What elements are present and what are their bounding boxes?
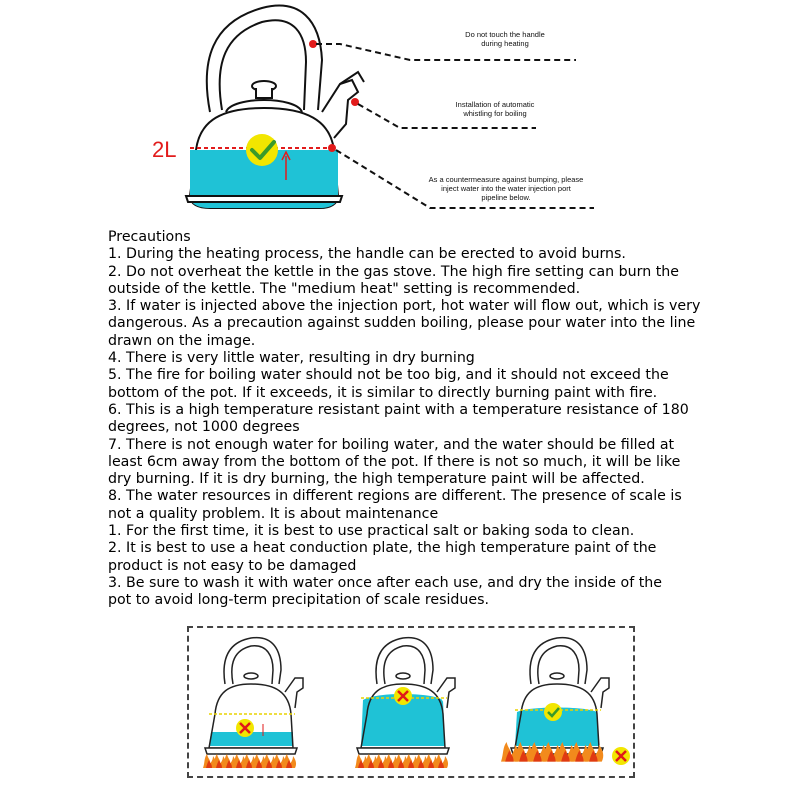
- check-icon: [246, 134, 278, 166]
- precautions-text: [108, 229, 748, 610]
- precautions-heading: Precautions: [108, 229, 191, 245]
- annotation-whistle: [440, 100, 550, 118]
- precaution-line: 3. Be sure to wash it with water once after each use, and dry the inside of the: [108, 574, 663, 591]
- flame-icon: [355, 754, 448, 768]
- check-icon: [544, 703, 562, 721]
- annotation-injection: [406, 175, 606, 202]
- kettle-low-water: [205, 638, 303, 754]
- kettle-overfilled: [357, 638, 455, 754]
- precaution-line: 8. The water resources in different regions are different. The presence of scale is: [108, 488, 682, 505]
- precaution-line: 6. This is a high temperature resistant paint with a temperature resistance of 180: [108, 401, 689, 418]
- cross-icon: [612, 747, 630, 765]
- precaution-line: dangerous. As a precaution against sudden boiling, please pour water into the line: [108, 315, 696, 332]
- precaution-line: 2. Do not overheat the kettle in the gas stove. The high fire setting can burn the: [108, 263, 680, 280]
- annotation-whistle-line: whistling for boiling: [463, 109, 527, 118]
- annotation-handle: [445, 30, 565, 48]
- kettle-warning-illustrations: [189, 628, 633, 776]
- precaution-line: 1. For the first time, it is best to use practical salt or baking soda to clean.: [108, 523, 635, 540]
- precaution-line: 3. If water is injected above the injection port, hot water will flow out, which is very: [108, 298, 701, 315]
- kettle-diagram: [0, 0, 800, 225]
- precaution-line: not a quality problem. It is about maintenance: [108, 505, 439, 522]
- precaution-line: outside of the kettle. The "medium heat" setting is recommended.: [108, 280, 581, 297]
- annotation-injection-line: inject water into the water injection port: [441, 184, 571, 193]
- annotation-whistle-line: Installation of automatic: [455, 100, 535, 109]
- precaution-line: 1. During the heating process, the handle can be erected to avoid burns.: [108, 246, 626, 263]
- precaution-line: dry burning. If it is dry burning, the high temperature paint will be affected.: [108, 471, 645, 488]
- precaution-line: 7. There is not enough water for boiling water, and the water should be filled at: [108, 436, 675, 453]
- annotation-handle-line: Do not touch the handle: [465, 30, 545, 39]
- precaution-line: drawn on the image.: [108, 332, 256, 349]
- kettle-fire-too-big: [511, 638, 609, 754]
- precaution-line: 4. There is very little water, resulting in dry burning: [108, 350, 475, 367]
- precaution-line: 5. The fire for boiling water should not be too big, and it should not exceed the: [108, 367, 669, 384]
- precaution-line: degrees, not 1000 degrees: [108, 419, 300, 436]
- annotation-injection-line: As a countermeasure against bumping, please: [428, 175, 584, 184]
- kettle-warning-panel: [187, 626, 635, 778]
- precaution-line: product is not easy to be damaged: [108, 557, 357, 574]
- capacity-label: 2L: [152, 137, 177, 162]
- cross-icon: [236, 719, 254, 737]
- precaution-line: least 6cm away from the bottom of the pot. If there is not so much, it will be like: [108, 453, 681, 470]
- precaution-line: bottom of the pot. If it exceeds, it is similar to directly burning paint with fire.: [108, 384, 658, 401]
- precaution-line: 2. It is best to use a heat conduction plate, the high temperature paint of the: [108, 540, 657, 557]
- annotation-handle-line: during heating: [481, 39, 529, 48]
- flame-icon: [203, 754, 296, 768]
- annotation-injection-line: pipeline below.: [481, 193, 531, 202]
- kettle-icon: [0, 0, 800, 225]
- cross-icon: [394, 687, 412, 705]
- precaution-line: pot to avoid long-term precipitation of scale residues.: [108, 592, 490, 609]
